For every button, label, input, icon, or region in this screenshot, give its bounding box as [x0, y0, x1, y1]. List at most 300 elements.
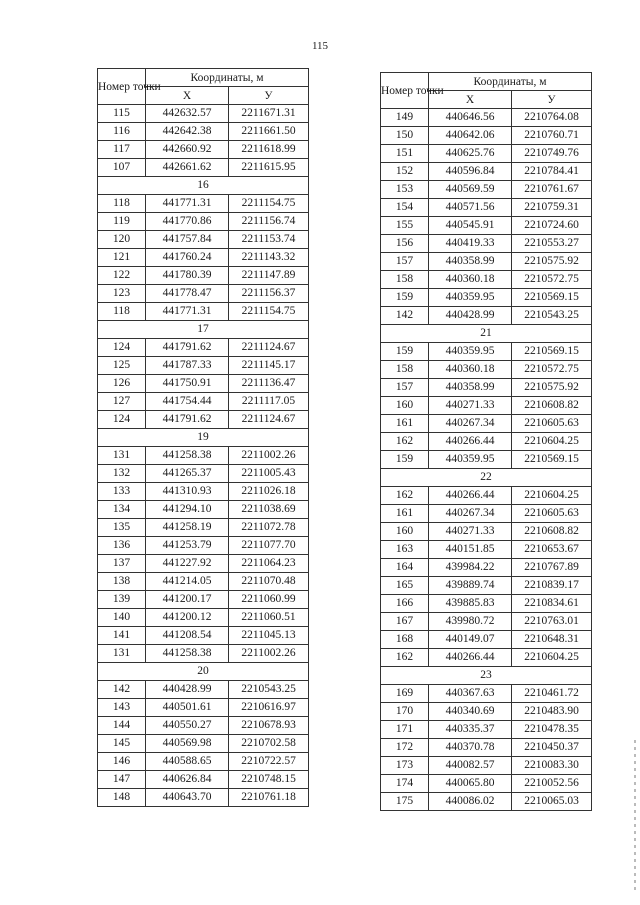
y-coordinate-cell: 2210569.15 [512, 343, 592, 361]
section-number: 22 [381, 469, 592, 487]
x-coordinate-cell: 441258.19 [146, 519, 229, 537]
y-coordinate-cell: 2210450.37 [512, 739, 592, 757]
x-coordinate-cell: 439980.72 [429, 613, 512, 631]
x-coordinate-cell: 440428.99 [146, 681, 229, 699]
table-row [381, 217, 592, 235]
x-coordinate-cell: 440151.85 [429, 541, 512, 559]
y-coordinate-cell: 2211038.69 [229, 501, 309, 519]
y-coordinate-cell: 2210605.63 [512, 505, 592, 523]
table-row [381, 649, 592, 667]
x-coordinate-cell: 440428.99 [429, 307, 512, 325]
page-number: 115 [311, 40, 329, 52]
x-coordinate-cell: 440643.70 [146, 789, 229, 807]
table-row [98, 231, 309, 249]
point-number-cell: 126 [98, 375, 146, 393]
table-row [381, 793, 592, 811]
table-row [381, 631, 592, 649]
point-number-cell: 118 [98, 303, 146, 321]
x-coordinate-cell: 441258.38 [146, 645, 229, 663]
point-number-cell: 162 [381, 433, 429, 451]
scan-edge-mark [634, 740, 636, 890]
x-coordinate-cell: 440646.56 [429, 109, 512, 127]
x-coordinate-cell: 440359.95 [429, 451, 512, 469]
point-number-cell: 131 [98, 447, 146, 465]
y-coordinate-cell: 2210572.75 [512, 361, 592, 379]
y-coordinate-cell: 2211153.74 [229, 231, 309, 249]
x-coordinate-cell: 440335.37 [429, 721, 512, 739]
x-coordinate-cell: 440267.34 [429, 505, 512, 523]
y-header: У [229, 87, 309, 105]
x-coordinate-cell: 440271.33 [429, 523, 512, 541]
section-row [98, 663, 309, 681]
y-coordinate-cell: 2210553.27 [512, 235, 592, 253]
table-row [381, 307, 592, 325]
y-coordinate-cell: 2210748.15 [229, 771, 309, 789]
point-number-cell: 172 [381, 739, 429, 757]
y-coordinate-cell: 2211124.67 [229, 411, 309, 429]
x-coordinate-cell: 441760.24 [146, 249, 229, 267]
table-row [381, 577, 592, 595]
point-number-cell: 149 [381, 109, 429, 127]
section-number: 20 [98, 663, 309, 681]
table-row [98, 141, 309, 159]
table-row [381, 253, 592, 271]
table-row [98, 573, 309, 591]
point-number-cell: 160 [381, 523, 429, 541]
point-number-cell: 168 [381, 631, 429, 649]
section-number: 16 [98, 177, 309, 195]
point-number-cell: 159 [381, 451, 429, 469]
point-number-cell: 153 [381, 181, 429, 199]
y-coordinate-cell: 2211143.32 [229, 249, 309, 267]
x-coordinate-cell: 439984.22 [429, 559, 512, 577]
x-coordinate-cell: 440360.18 [429, 361, 512, 379]
point-number-cell: 154 [381, 199, 429, 217]
x-coordinate-cell: 440571.56 [429, 199, 512, 217]
y-coordinate-cell: 2211045.13 [229, 627, 309, 645]
y-coordinate-cell: 2210483.90 [512, 703, 592, 721]
table-row [381, 145, 592, 163]
x-coordinate-cell: 441214.05 [146, 573, 229, 591]
y-coordinate-cell: 2210543.25 [229, 681, 309, 699]
y-coordinate-cell: 2211147.89 [229, 267, 309, 285]
coordinates-table-left [97, 68, 309, 807]
point-number-cell: 137 [98, 555, 146, 573]
point-number-cell: 162 [381, 487, 429, 505]
x-coordinate-cell: 440149.07 [429, 631, 512, 649]
x-coordinate-cell: 441200.17 [146, 591, 229, 609]
x-coordinate-cell: 441771.31 [146, 195, 229, 213]
section-row [98, 429, 309, 447]
section-row [381, 469, 592, 487]
x-coordinate-cell: 440359.95 [429, 343, 512, 361]
x-coordinate-cell: 441791.62 [146, 411, 229, 429]
table-row [98, 645, 309, 663]
y-coordinate-cell: 2210575.92 [512, 379, 592, 397]
table-row [381, 451, 592, 469]
y-coordinate-cell: 2210702.58 [229, 735, 309, 753]
y-coordinate-cell: 2211618.99 [229, 141, 309, 159]
x-coordinate-cell: 441294.10 [146, 501, 229, 519]
point-number-cell: 145 [98, 735, 146, 753]
x-coordinate-cell: 441757.84 [146, 231, 229, 249]
table-row [381, 343, 592, 361]
x-coordinate-cell: 440266.44 [429, 649, 512, 667]
y-coordinate-cell: 2211136.47 [229, 375, 309, 393]
point-number-cell: 138 [98, 573, 146, 591]
y-coordinate-cell: 2210784.41 [512, 163, 592, 181]
table-row [381, 271, 592, 289]
x-coordinate-cell: 439885.83 [429, 595, 512, 613]
table-row [98, 339, 309, 357]
table-row [98, 699, 309, 717]
x-coordinate-cell: 441754.44 [146, 393, 229, 411]
point-number-cell: 171 [381, 721, 429, 739]
point-number-cell: 161 [381, 505, 429, 523]
x-coordinate-cell: 442660.92 [146, 141, 229, 159]
y-coordinate-cell: 2210543.25 [512, 307, 592, 325]
x-coordinate-cell: 439889.74 [429, 577, 512, 595]
point-number-cell: 132 [98, 465, 146, 483]
x-coordinate-cell: 440642.06 [429, 127, 512, 145]
point-number-cell: 144 [98, 717, 146, 735]
point-number-cell: 140 [98, 609, 146, 627]
x-coordinate-cell: 441265.37 [146, 465, 229, 483]
y-coordinate-cell: 2210759.31 [512, 199, 592, 217]
table-row [98, 465, 309, 483]
x-coordinate-cell: 441770.86 [146, 213, 229, 231]
table-row [98, 213, 309, 231]
section-row [98, 321, 309, 339]
y-coordinate-cell: 2211060.51 [229, 609, 309, 627]
table-row [381, 289, 592, 307]
point-number-cell: 136 [98, 537, 146, 555]
y-coordinate-cell: 2211154.75 [229, 195, 309, 213]
table-row [381, 721, 592, 739]
y-coordinate-cell: 2210722.57 [229, 753, 309, 771]
x-coordinate-cell: 440370.78 [429, 739, 512, 757]
table-row [381, 163, 592, 181]
point-number-cell: 121 [98, 249, 146, 267]
y-coordinate-cell: 2210616.97 [229, 699, 309, 717]
table-row [381, 199, 592, 217]
x-coordinate-cell: 441778.47 [146, 285, 229, 303]
point-number-cell: 123 [98, 285, 146, 303]
y-coordinate-cell: 2210648.31 [512, 631, 592, 649]
y-coordinate-cell: 2210653.67 [512, 541, 592, 559]
x-coordinate-cell: 440596.84 [429, 163, 512, 181]
table-row [381, 415, 592, 433]
x-header: X [146, 87, 229, 105]
y-coordinate-cell: 2210604.25 [512, 433, 592, 451]
y-coordinate-cell: 2211124.67 [229, 339, 309, 357]
y-coordinate-cell: 2210749.76 [512, 145, 592, 163]
table-row [98, 753, 309, 771]
x-coordinate-cell: 441310.93 [146, 483, 229, 501]
table-row [98, 627, 309, 645]
point-number-cell: 163 [381, 541, 429, 559]
point-number-cell: 119 [98, 213, 146, 231]
point-number-header: Номер точки [98, 69, 146, 105]
y-coordinate-cell: 2211154.75 [229, 303, 309, 321]
x-coordinate-cell: 440065.80 [429, 775, 512, 793]
point-number-cell: 156 [381, 235, 429, 253]
point-number-cell: 158 [381, 271, 429, 289]
section-row [381, 667, 592, 685]
point-number-cell: 142 [381, 307, 429, 325]
x-coordinate-cell: 440419.33 [429, 235, 512, 253]
y-coordinate-cell: 2211671.31 [229, 105, 309, 123]
x-coordinate-cell: 440359.95 [429, 289, 512, 307]
x-coordinate-cell: 440360.18 [429, 271, 512, 289]
table-row [98, 519, 309, 537]
y-coordinate-cell: 2210478.35 [512, 721, 592, 739]
point-number-cell: 155 [381, 217, 429, 235]
point-number-cell: 157 [381, 379, 429, 397]
y-coordinate-cell: 2211064.23 [229, 555, 309, 573]
y-coordinate-cell: 2210052.56 [512, 775, 592, 793]
y-coordinate-cell: 2211060.99 [229, 591, 309, 609]
point-number-cell: 131 [98, 645, 146, 663]
coordinates-header: Координаты, м [146, 69, 309, 87]
y-coordinate-cell: 2210065.03 [512, 793, 592, 811]
point-number-cell: 166 [381, 595, 429, 613]
point-number-cell: 152 [381, 163, 429, 181]
table-row [98, 789, 309, 807]
x-coordinate-cell: 440625.76 [429, 145, 512, 163]
y-header: У [512, 91, 592, 109]
y-coordinate-cell: 2210605.63 [512, 415, 592, 433]
point-number-cell: 146 [98, 753, 146, 771]
y-coordinate-cell: 2210569.15 [512, 451, 592, 469]
point-number-cell: 143 [98, 699, 146, 717]
table-row [98, 717, 309, 735]
point-number-cell: 117 [98, 141, 146, 159]
y-coordinate-cell: 2210575.92 [512, 253, 592, 271]
x-coordinate-cell: 440082.57 [429, 757, 512, 775]
y-coordinate-cell: 2210608.82 [512, 397, 592, 415]
x-coordinate-cell: 440626.84 [146, 771, 229, 789]
section-number: 17 [98, 321, 309, 339]
table-row [381, 703, 592, 721]
x-coordinate-cell: 440086.02 [429, 793, 512, 811]
table-row [381, 685, 592, 703]
table-row [381, 235, 592, 253]
y-coordinate-cell: 2210763.01 [512, 613, 592, 631]
x-coordinate-cell: 440550.27 [146, 717, 229, 735]
y-coordinate-cell: 2211117.05 [229, 393, 309, 411]
table-row [98, 591, 309, 609]
table-row [381, 595, 592, 613]
point-number-cell: 147 [98, 771, 146, 789]
point-number-cell: 134 [98, 501, 146, 519]
point-number-cell: 164 [381, 559, 429, 577]
table-row [381, 541, 592, 559]
point-number-cell: 174 [381, 775, 429, 793]
x-coordinate-cell: 441227.92 [146, 555, 229, 573]
table-row [381, 181, 592, 199]
section-number: 19 [98, 429, 309, 447]
table-row [98, 609, 309, 627]
y-coordinate-cell: 2211002.26 [229, 645, 309, 663]
y-coordinate-cell: 2211661.50 [229, 123, 309, 141]
y-coordinate-cell: 2210604.25 [512, 649, 592, 667]
y-coordinate-cell: 2211145.17 [229, 357, 309, 375]
x-coordinate-cell: 440271.33 [429, 397, 512, 415]
x-coordinate-cell: 440358.99 [429, 379, 512, 397]
y-coordinate-cell: 2210461.72 [512, 685, 592, 703]
point-number-cell: 159 [381, 289, 429, 307]
point-number-cell: 173 [381, 757, 429, 775]
y-coordinate-cell: 2211002.26 [229, 447, 309, 465]
table-row [98, 411, 309, 429]
y-coordinate-cell: 2210760.71 [512, 127, 592, 145]
x-coordinate-cell: 440569.59 [429, 181, 512, 199]
point-number-cell: 142 [98, 681, 146, 699]
x-header: X [429, 91, 512, 109]
table-row [381, 739, 592, 757]
coordinates-table-right [380, 72, 592, 811]
section-row [98, 177, 309, 195]
point-number-cell: 118 [98, 195, 146, 213]
table-row [98, 303, 309, 321]
x-coordinate-cell: 440358.99 [429, 253, 512, 271]
table-row [381, 559, 592, 577]
table-row [381, 505, 592, 523]
table-row [98, 771, 309, 789]
table-row [98, 357, 309, 375]
y-coordinate-cell: 2210761.67 [512, 181, 592, 199]
point-number-cell: 135 [98, 519, 146, 537]
point-number-cell: 124 [98, 339, 146, 357]
x-coordinate-cell: 440267.34 [429, 415, 512, 433]
y-coordinate-cell: 2210834.61 [512, 595, 592, 613]
y-coordinate-cell: 2211026.18 [229, 483, 309, 501]
table-row [98, 285, 309, 303]
table-row [98, 501, 309, 519]
point-number-cell: 141 [98, 627, 146, 645]
y-coordinate-cell: 2210767.89 [512, 559, 592, 577]
y-coordinate-cell: 2210608.82 [512, 523, 592, 541]
point-number-cell: 150 [381, 127, 429, 145]
point-number-cell: 170 [381, 703, 429, 721]
table-row [98, 537, 309, 555]
point-number-cell: 167 [381, 613, 429, 631]
y-coordinate-cell: 2210569.15 [512, 289, 592, 307]
y-coordinate-cell: 2210678.93 [229, 717, 309, 735]
y-coordinate-cell: 2211156.74 [229, 213, 309, 231]
y-coordinate-cell: 2211615.95 [229, 159, 309, 177]
table-row [98, 375, 309, 393]
table-row [98, 555, 309, 573]
table-row [381, 433, 592, 451]
point-number-cell: 162 [381, 649, 429, 667]
point-number-cell: 148 [98, 789, 146, 807]
point-number-cell: 116 [98, 123, 146, 141]
table-row [98, 249, 309, 267]
point-number-cell: 157 [381, 253, 429, 271]
x-coordinate-cell: 441780.39 [146, 267, 229, 285]
x-coordinate-cell: 440588.65 [146, 753, 229, 771]
x-coordinate-cell: 441258.38 [146, 447, 229, 465]
point-number-cell: 133 [98, 483, 146, 501]
point-number-cell: 161 [381, 415, 429, 433]
x-coordinate-cell: 441771.31 [146, 303, 229, 321]
point-number-cell: 165 [381, 577, 429, 595]
point-number-cell: 127 [98, 393, 146, 411]
point-number-cell: 175 [381, 793, 429, 811]
section-number: 23 [381, 667, 592, 685]
table-row [381, 127, 592, 145]
x-coordinate-cell: 441200.12 [146, 609, 229, 627]
y-coordinate-cell: 2210572.75 [512, 271, 592, 289]
x-coordinate-cell: 440501.61 [146, 699, 229, 717]
y-coordinate-cell: 2210083.30 [512, 757, 592, 775]
table-row [98, 447, 309, 465]
y-coordinate-cell: 2211005.43 [229, 465, 309, 483]
y-coordinate-cell: 2211077.70 [229, 537, 309, 555]
table-row [98, 123, 309, 141]
x-coordinate-cell: 441791.62 [146, 339, 229, 357]
table-row [381, 613, 592, 631]
table-row [381, 361, 592, 379]
x-coordinate-cell: 442632.57 [146, 105, 229, 123]
table-row [98, 681, 309, 699]
y-coordinate-cell: 2211072.78 [229, 519, 309, 537]
point-number-cell: 169 [381, 685, 429, 703]
point-number-cell: 151 [381, 145, 429, 163]
point-number-cell: 124 [98, 411, 146, 429]
x-coordinate-cell: 440367.63 [429, 685, 512, 703]
point-number-cell: 125 [98, 357, 146, 375]
table-row [381, 523, 592, 541]
table-row [381, 757, 592, 775]
x-coordinate-cell: 440569.98 [146, 735, 229, 753]
x-coordinate-cell: 442642.38 [146, 123, 229, 141]
y-coordinate-cell: 2210764.08 [512, 109, 592, 127]
y-coordinate-cell: 2210761.18 [229, 789, 309, 807]
x-coordinate-cell: 441208.54 [146, 627, 229, 645]
x-coordinate-cell: 441787.33 [146, 357, 229, 375]
y-coordinate-cell: 2210604.25 [512, 487, 592, 505]
x-coordinate-cell: 441253.79 [146, 537, 229, 555]
table-row [381, 775, 592, 793]
table-row [98, 195, 309, 213]
table-row [98, 483, 309, 501]
y-coordinate-cell: 2210839.17 [512, 577, 592, 595]
x-coordinate-cell: 440266.44 [429, 487, 512, 505]
point-number-header: Номер точки [381, 73, 429, 109]
table-row [381, 397, 592, 415]
point-number-cell: 115 [98, 105, 146, 123]
point-number-cell: 120 [98, 231, 146, 249]
x-coordinate-cell: 442661.62 [146, 159, 229, 177]
y-coordinate-cell: 2211070.48 [229, 573, 309, 591]
point-number-cell: 159 [381, 343, 429, 361]
point-number-cell: 139 [98, 591, 146, 609]
x-coordinate-cell: 440545.91 [429, 217, 512, 235]
x-coordinate-cell: 440266.44 [429, 433, 512, 451]
point-number-cell: 158 [381, 361, 429, 379]
table-row [381, 487, 592, 505]
table-row [98, 159, 309, 177]
table-row [98, 735, 309, 753]
point-number-cell: 160 [381, 397, 429, 415]
section-number: 21 [381, 325, 592, 343]
y-coordinate-cell: 2210724.60 [512, 217, 592, 235]
section-row [381, 325, 592, 343]
table-row [98, 105, 309, 123]
